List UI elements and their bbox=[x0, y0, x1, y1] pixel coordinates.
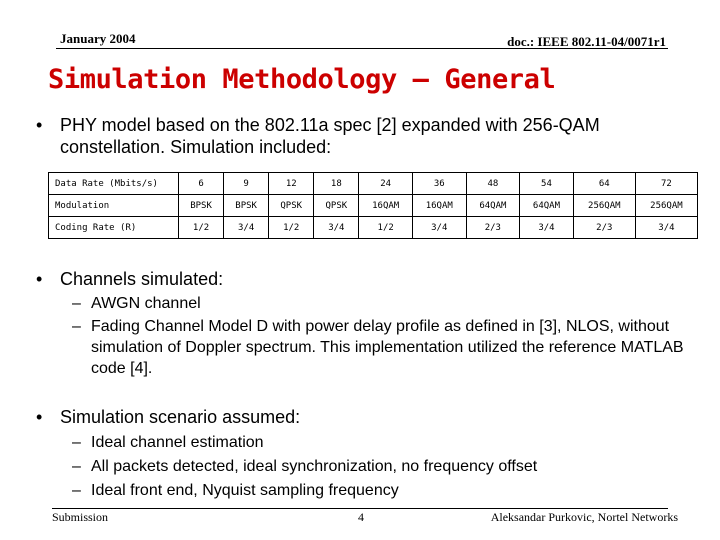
table-cell: 2/3 bbox=[573, 217, 635, 239]
bullet-marker: • bbox=[36, 115, 43, 135]
dash-marker: – bbox=[72, 458, 81, 475]
table-cell: 3/4 bbox=[635, 217, 697, 239]
row-header: Data Rate (Mbits/s) bbox=[49, 173, 179, 195]
table-cell: 54 bbox=[520, 173, 574, 195]
table-cell: 2/3 bbox=[466, 217, 520, 239]
bullet-text: Simulation scenario assumed: bbox=[60, 407, 301, 427]
table-cell: 48 bbox=[466, 173, 520, 195]
data-rate-table bbox=[48, 172, 698, 239]
table-cell: BPSK bbox=[224, 195, 269, 217]
table-cell: 16QAM bbox=[359, 195, 413, 217]
table-cell: QPSK bbox=[269, 195, 314, 217]
sub-bullet-text: Ideal channel estimation bbox=[91, 434, 264, 451]
table-cell: BPSK bbox=[179, 195, 224, 217]
sub-bullet-text: Fading Channel Model D with power delay profile as defined in [3], NLOS, without simulation of Doppler spectrum. This implementation utilized the reference MATLAB code [4]. bbox=[91, 318, 684, 377]
row-header: Coding Rate (R) bbox=[49, 217, 179, 239]
header-doc-id: doc.: IEEE 802.11-04/0071r1 bbox=[507, 34, 666, 49]
slide-title: Simulation Methodology – General bbox=[48, 64, 556, 95]
sub-bullet-text: AWGN channel bbox=[91, 295, 201, 312]
table-cell: 3/4 bbox=[224, 217, 269, 239]
table-cell: 1/2 bbox=[359, 217, 413, 239]
table-cell: 256QAM bbox=[573, 195, 635, 217]
table-cell: 64 bbox=[573, 173, 635, 195]
header-rule bbox=[56, 48, 668, 49]
table-cell: 16QAM bbox=[412, 195, 466, 217]
table-cell: 256QAM bbox=[635, 195, 697, 217]
footer-author: Aleksandar Purkovic, Nortel Networks bbox=[490, 510, 678, 524]
table-cell: 3/4 bbox=[412, 217, 466, 239]
table-cell: 9 bbox=[224, 173, 269, 195]
dash-marker: – bbox=[72, 295, 81, 312]
table-row bbox=[49, 217, 698, 239]
bullet-marker: • bbox=[36, 269, 43, 289]
table-cell: 6 bbox=[179, 173, 224, 195]
footer-submission: Submission bbox=[52, 510, 109, 524]
table-cell: 18 bbox=[314, 173, 359, 195]
dash-marker: – bbox=[72, 482, 81, 499]
table-cell: 24 bbox=[359, 173, 413, 195]
table-row bbox=[49, 173, 698, 195]
dash-marker: – bbox=[72, 318, 81, 335]
table-cell: 3/4 bbox=[520, 217, 574, 239]
bullet-text: PHY model based on the 802.11a spec [2] expanded with 256-QAM constellation. Simulation included: bbox=[60, 115, 600, 157]
bullet-text: Channels simulated: bbox=[60, 269, 224, 289]
row-header: Modulation bbox=[49, 195, 179, 217]
sub-bullet-text: All packets detected, ideal synchronization, no frequency offset bbox=[91, 458, 538, 475]
table-cell: 64QAM bbox=[466, 195, 520, 217]
table-cell: 1/2 bbox=[269, 217, 314, 239]
header-date: January 2004 bbox=[60, 31, 136, 46]
table-cell: 64QAM bbox=[520, 195, 574, 217]
table-cell: 1/2 bbox=[179, 217, 224, 239]
dash-marker: – bbox=[72, 434, 81, 451]
table-cell: 12 bbox=[269, 173, 314, 195]
footer-rule bbox=[52, 508, 668, 509]
sub-bullet-text: Ideal front end, Nyquist sampling frequency bbox=[91, 482, 399, 499]
bullet-marker: • bbox=[36, 407, 43, 427]
page-number: 4 bbox=[358, 510, 364, 524]
table-cell: 36 bbox=[412, 173, 466, 195]
table-cell: 3/4 bbox=[314, 217, 359, 239]
table-cell: QPSK bbox=[314, 195, 359, 217]
table-row bbox=[49, 195, 698, 217]
table-cell: 72 bbox=[635, 173, 697, 195]
